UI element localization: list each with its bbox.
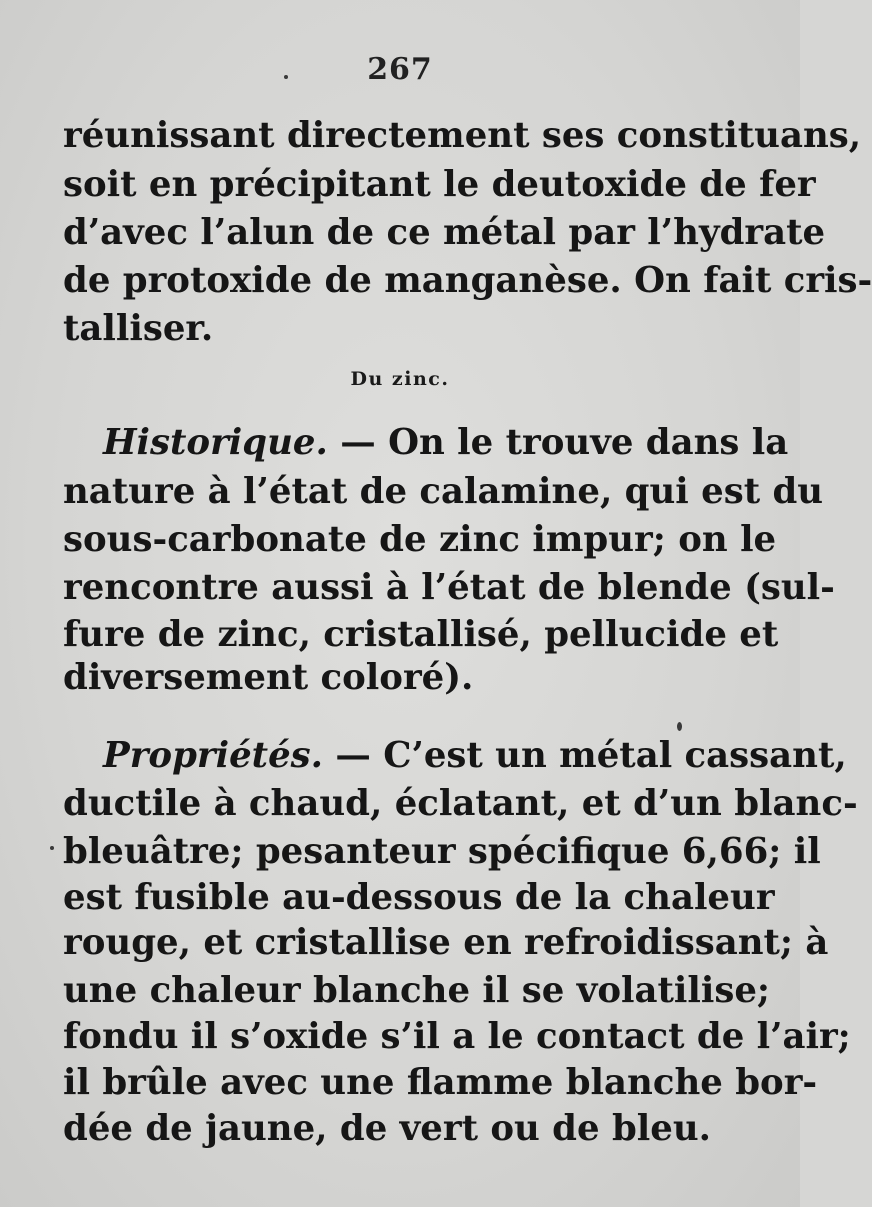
paragraph-first-line — [103, 735, 847, 776]
text-line: soit en précipitant le deutoxide de fer — [63, 164, 816, 205]
text-line: est fusible au-dessous de la chaleur — [63, 877, 775, 918]
text-line: talliser. — [63, 308, 214, 349]
text-line: bleuâtre; pesanteur spécifique 6,66; il — [63, 831, 821, 872]
text-line: d’avec l’alun de ce métal par l’hydrate — [63, 212, 826, 253]
text-line: une chaleur blanche il se volatilise; — [63, 970, 771, 1011]
print-speck — [50, 846, 54, 850]
print-speck — [284, 75, 288, 79]
paragraph-heading-historique: Historique. — [103, 422, 328, 463]
text-line: fure de zinc, cristallisé, pellucide et — [63, 614, 779, 655]
paragraph-heading-proprietes: Propriétés. — [103, 735, 324, 776]
text-line: fondu il s’oxide s’il a le contact de l’air; — [63, 1016, 851, 1057]
page-number: 267 — [367, 52, 433, 87]
text-line: réunissant directement ses constituans, — [63, 115, 862, 156]
section-title: Du zinc. — [350, 368, 450, 390]
text-line: dée de jaune, de vert ou de bleu. — [63, 1108, 712, 1149]
text-line: sous-carbonate de zinc impur; on le — [63, 519, 777, 560]
paragraph-first-line — [103, 422, 789, 463]
text-line: il brûle avec une flamme blanche bor- — [63, 1062, 818, 1103]
text-line: rencontre aussi à l’état de blende (sul- — [63, 567, 835, 608]
print-speck — [677, 722, 682, 731]
text-line: nature à l’état de calamine, qui est du — [63, 471, 824, 512]
text-line: rouge, et cristallise en refroidissant; à — [63, 922, 829, 963]
paragraph-first-line-text: — C’est un métal cassant, — [323, 735, 847, 776]
paragraph-first-line-text: — On le trouve dans la — [327, 422, 789, 463]
text-line: ductile à chaud, éclatant, et d’un blanc- — [63, 783, 858, 824]
text-line: diversement coloré). — [63, 657, 474, 698]
text-line: de protoxide de manganèse. On fait cris- — [63, 260, 872, 301]
